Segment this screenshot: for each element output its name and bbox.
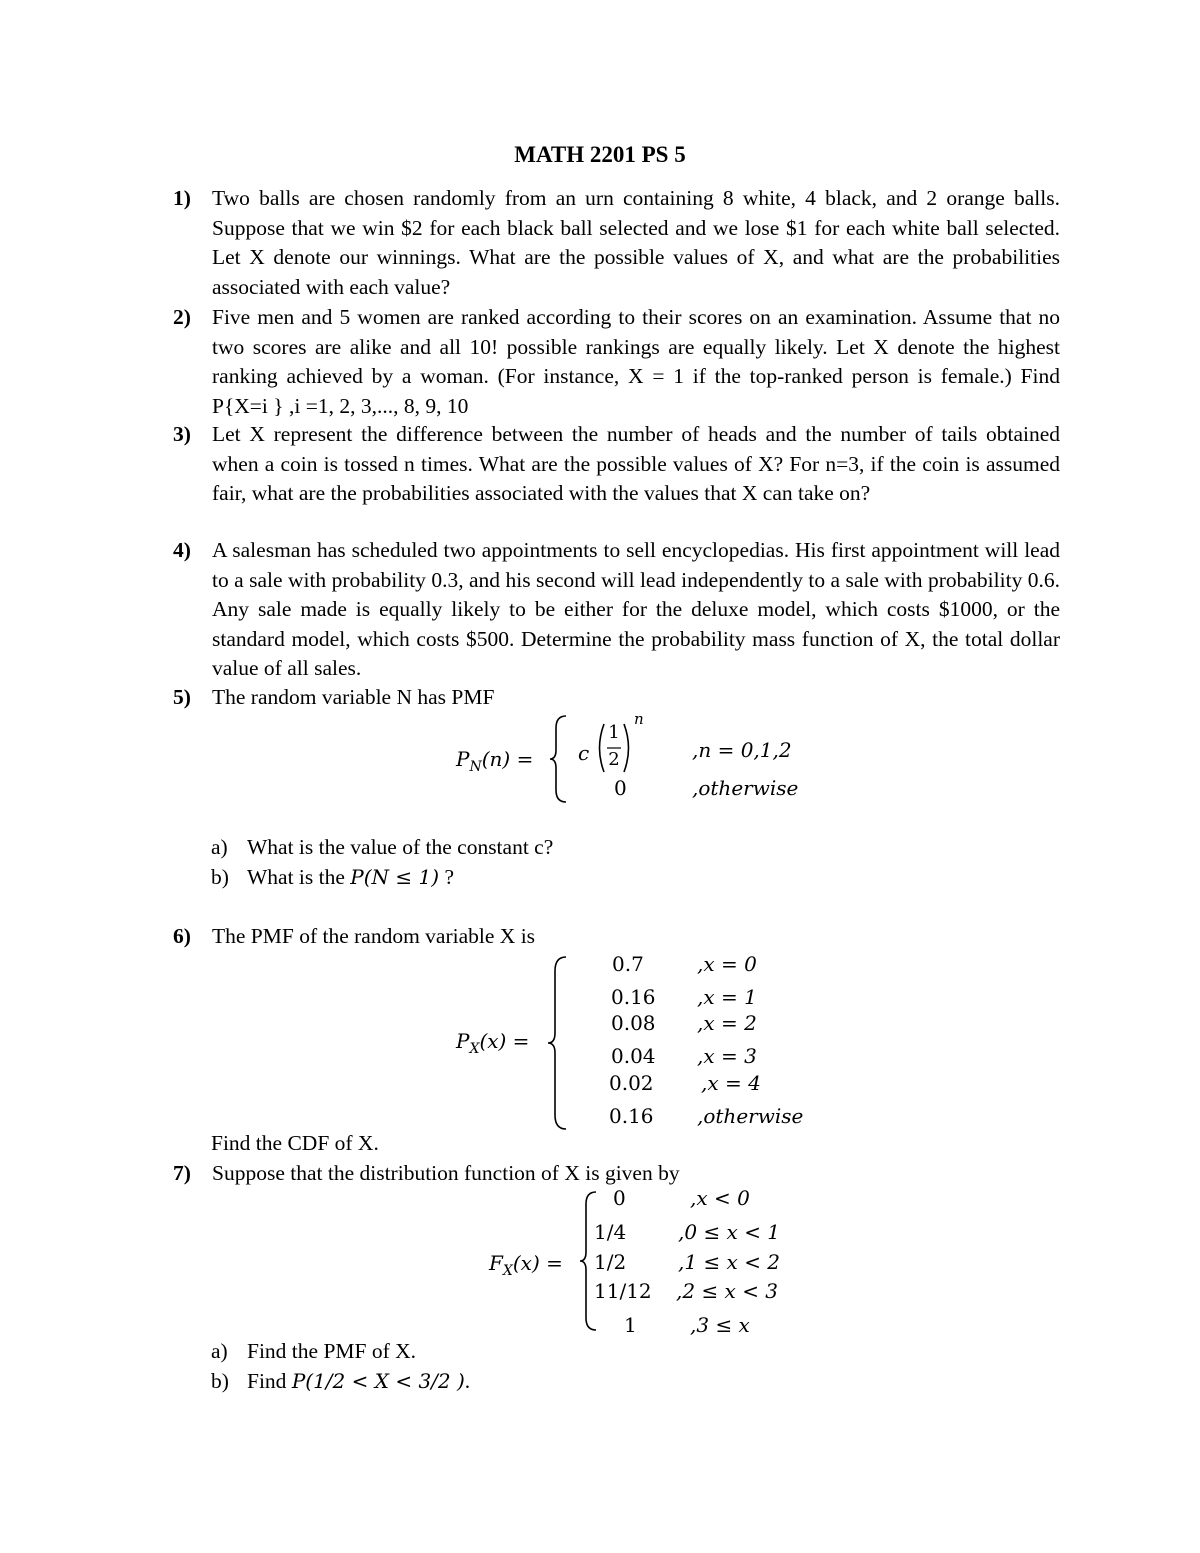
problem-text: A salesman has scheduled two appointments to sell encyclopedias. His first appointment will lead to a sale with probability 0.3, and his second will lead independently to a sale with probability 0.6. Any sale made is equally likely to be either for the deluxe model, which costs $1000, or the standard model, which costs $500. Determine the probability mass function of X, the total dollar value of all sales. [212, 538, 1060, 681]
equation-lhs: $P_X(x)$ = [456, 1029, 530, 1057]
pmf-value: 0.04 [611, 1044, 656, 1068]
problem-1 [173, 184, 1060, 302]
pmf-condition: ,x = 4 [701, 1071, 761, 1095]
problem-number: 3) [173, 422, 191, 446]
exponent: n [634, 710, 644, 728]
cdf-value: 11/12 [594, 1279, 652, 1303]
cdf-value: 1 [624, 1313, 637, 1337]
pmf-value: 0.08 [611, 1011, 656, 1035]
problem-text: Let X represent the difference between the number of heads and the number of tails obtained when a coin is tossed n times. What are the possible values of X? For n=3, if the coin is assumed fair, what are the probabilities associated with the values that X can take on? [212, 422, 1060, 506]
problem-text: The PMF of the random variable X is [212, 924, 536, 948]
left-brace [548, 714, 568, 804]
cdf-condition: ,x < 0 [690, 1186, 750, 1210]
cdf-value: 0 [613, 1186, 626, 1210]
subquestion-5b: b) What is the P(N ≤ 1) ? [211, 865, 454, 889]
problem-6 [173, 922, 1060, 952]
condition-1: ,n = 0,1,2 [692, 738, 792, 762]
subquestion-5a: a) What is the value of the constant c? [211, 835, 554, 859]
pmf-value: 0.16 [611, 985, 656, 1009]
constant-c: c [578, 741, 590, 765]
fraction-denominator: 2 [608, 749, 620, 770]
cdf-condition: ,0 ≤ x < 1 [678, 1220, 781, 1244]
cdf-condition: ,2 ≤ x < 3 [676, 1279, 779, 1303]
pmf-condition: ,x = 1 [697, 985, 757, 1009]
equation-lhs: $F_X(x)$ = [489, 1251, 563, 1279]
pmf-condition: ,x = 2 [697, 1011, 757, 1035]
problem-number: 2) [173, 305, 191, 329]
page-title: MATH 2201 PS 5 [514, 142, 686, 167]
problem-number: 6) [173, 924, 191, 948]
fraction-numerator: 1 [608, 722, 620, 743]
cdf-condition: ,1 ≤ x < 2 [678, 1250, 781, 1274]
problem-text: The random variable N has PMF [212, 685, 495, 709]
problem-5 [173, 683, 1060, 713]
pmf-condition: ,x = 0 [697, 952, 757, 976]
cdf-condition: ,3 ≤ x [690, 1313, 750, 1337]
condition-2: ,otherwise [692, 776, 799, 800]
pmf-value: 0.7 [612, 952, 644, 976]
problem-number: 4) [173, 538, 191, 562]
problem-7 [173, 1159, 1060, 1189]
pmf-condition: ,x = 3 [697, 1044, 757, 1068]
problem-text: Two balls are chosen randomly from an urn containing 8 white, 4 black, and 2 orange balls. Suppose that we win $2 for each black ball selected and we lose $1 for each white ball selected. Let X denote our winnings. What are the possible values of X, and what are the probabilities associated with each value? [212, 186, 1060, 299]
problem-text: Suppose that the distribution function of X is given by [212, 1161, 680, 1185]
cdf-value: 1/2 [594, 1250, 627, 1274]
problem-number: 1) [173, 186, 191, 210]
problem-text: Five men and 5 women are ranked according to their scores on an examination. Assume that no two scores are alike and all 10! possible rankings are equally likely. Let X denote the highest ranking achieved by a woman. (For instance, X = 1 if the top-ranked person is female.) Find P{X=i } ,i =1, 2, 3,..., 8, 9, 10 [212, 305, 1060, 418]
problem-3 [173, 420, 1060, 509]
problem-number: 7) [173, 1161, 191, 1185]
problem-number: 5) [173, 685, 191, 709]
subquestion-7a: a) Find the PMF of X. [211, 1339, 417, 1363]
pmf-condition: ,otherwise [697, 1104, 804, 1128]
subquestion-7b: b) Find P(1/2 < X < 3/2 ). [211, 1369, 471, 1393]
problem-6-instruction: Find the CDF of X. [211, 1131, 379, 1155]
problem-4 [173, 536, 1060, 684]
problem-2 [173, 303, 1060, 421]
equation-lhs: $P_N(n)$ = [456, 747, 534, 775]
value-2: 0 [614, 776, 627, 800]
pmf-value: 0.16 [609, 1104, 654, 1128]
cdf-value: 1/4 [594, 1220, 627, 1244]
left-brace [546, 955, 568, 1131]
pmf-value: 0.02 [609, 1071, 654, 1095]
